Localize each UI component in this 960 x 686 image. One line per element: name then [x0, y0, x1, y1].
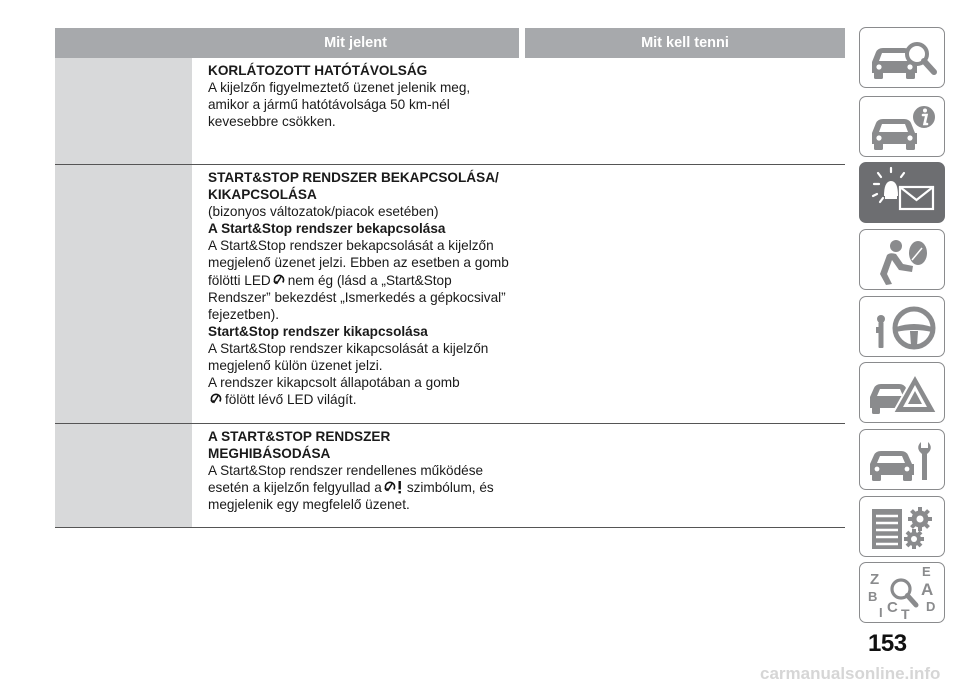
row-text: nem ég (lásd a „Start&Stop [287, 272, 452, 288]
row-text: megjelenő üzenet jelzi. Ebben az esetben a gomb [208, 255, 509, 271]
row-text: amikor a jármű hatótávolsága 50 km-nél [208, 97, 450, 113]
tab-emergency[interactable] [859, 362, 945, 423]
row-note: (bizonyos változatok/piacok esetében) [208, 204, 439, 220]
technical-data-gear-icon [860, 497, 946, 558]
icon-cell [55, 424, 192, 527]
key-steering-wheel-icon [860, 297, 946, 358]
row-text: szimbólum, és [406, 480, 494, 496]
start-stop-icon [209, 392, 223, 406]
watermark: carmanualsonline.info [760, 664, 941, 683]
index-letter: D [926, 599, 936, 614]
action-cell [519, 58, 845, 164]
index-letter: A [921, 580, 934, 599]
action-cell [519, 165, 845, 423]
car-wrench-icon [860, 430, 946, 491]
row-text: fölött lévő LED világít. [225, 392, 357, 408]
car-warning-triangle-icon [860, 363, 946, 424]
airbag-passenger-icon [860, 230, 946, 291]
warning-light-message-icon [860, 163, 946, 224]
row-text: A rendszer kikapcsolt állapotában a gomb [208, 375, 460, 391]
header-action: Mit kell tenni [641, 35, 729, 51]
page-number: 153 [868, 630, 907, 657]
row-text: A Start&Stop rendszer bekapcsolását a kijelzőn [208, 238, 494, 254]
tab-index[interactable] [859, 562, 945, 623]
table-header [55, 28, 845, 58]
tab-car-info[interactable] [859, 96, 945, 157]
meaning-cell [192, 58, 519, 164]
index-letter: B [868, 589, 878, 604]
tab-starting-driving[interactable] [859, 296, 945, 357]
car-info-icon [860, 97, 946, 158]
row-text: megjelenik egy megfelelő üzenet. [208, 497, 410, 513]
tab-car-search[interactable] [859, 27, 945, 88]
meaning-cell [192, 424, 519, 527]
row-text: kevesebbre csökken. [208, 114, 336, 130]
row-text-with-icon [208, 272, 519, 289]
row-text-with-icon [208, 479, 519, 496]
table-row [55, 165, 845, 424]
row-text: fölötti LED [208, 272, 271, 288]
action-cell [519, 424, 845, 527]
row-text: esetén a kijelzőn felgyullad a [208, 480, 382, 496]
row-text: A kijelzőn figyelmeztető üzenet jelenik meg, [208, 80, 471, 96]
row-text: A Start&Stop rendszer kikapcsolását a kijelzőn [208, 340, 489, 356]
header-meaning: Mit jelent [324, 35, 387, 51]
index-letter: I [879, 605, 883, 620]
tab-maintenance[interactable] [859, 429, 945, 490]
row-subtitle: Start&Stop rendszer kikapcsolása [208, 323, 428, 339]
meaning-cell [192, 165, 519, 423]
table-row [55, 424, 845, 528]
message-table [55, 28, 845, 528]
table-row [55, 58, 845, 165]
alphabetical-index-icon [860, 563, 946, 624]
row-title: A START&STOP RENDSZER [208, 429, 391, 444]
index-letter: T [901, 606, 910, 622]
car-search-icon [860, 28, 946, 89]
tab-warning-lights-messages[interactable] [859, 162, 945, 223]
row-text: fejezetben). [208, 306, 280, 322]
row-text: megjelenő külön üzenet jelzi. [208, 358, 383, 374]
icon-cell [55, 165, 192, 423]
row-title: KORLÁTOZOTT HATÓTÁVOLSÁG [208, 63, 428, 78]
tab-technical-data[interactable] [859, 496, 945, 557]
icon-cell [55, 58, 192, 164]
index-letter: E [922, 564, 931, 579]
tab-safety[interactable] [859, 229, 945, 290]
index-letter: C [887, 599, 898, 616]
start-stop-fault-icon [383, 480, 405, 494]
row-subtitle: A Start&Stop rendszer bekapcsolása [208, 221, 446, 237]
row-text-with-icon [208, 391, 519, 408]
row-title: KIKAPCSOLÁSA [208, 187, 317, 203]
row-text: A Start&Stop rendszer rendellenes működése [208, 463, 484, 479]
start-stop-icon [272, 273, 286, 287]
row-title: START&STOP RENDSZER BEKAPCSOLÁSA/ [208, 170, 499, 185]
row-text: Rendszer” bekezdést „Ismerkedés a gépkocsival” [208, 289, 506, 305]
row-title: MEGHIBÁSODÁSA [208, 446, 331, 462]
index-letter: Z [870, 571, 880, 588]
header-icon-column [55, 28, 192, 58]
